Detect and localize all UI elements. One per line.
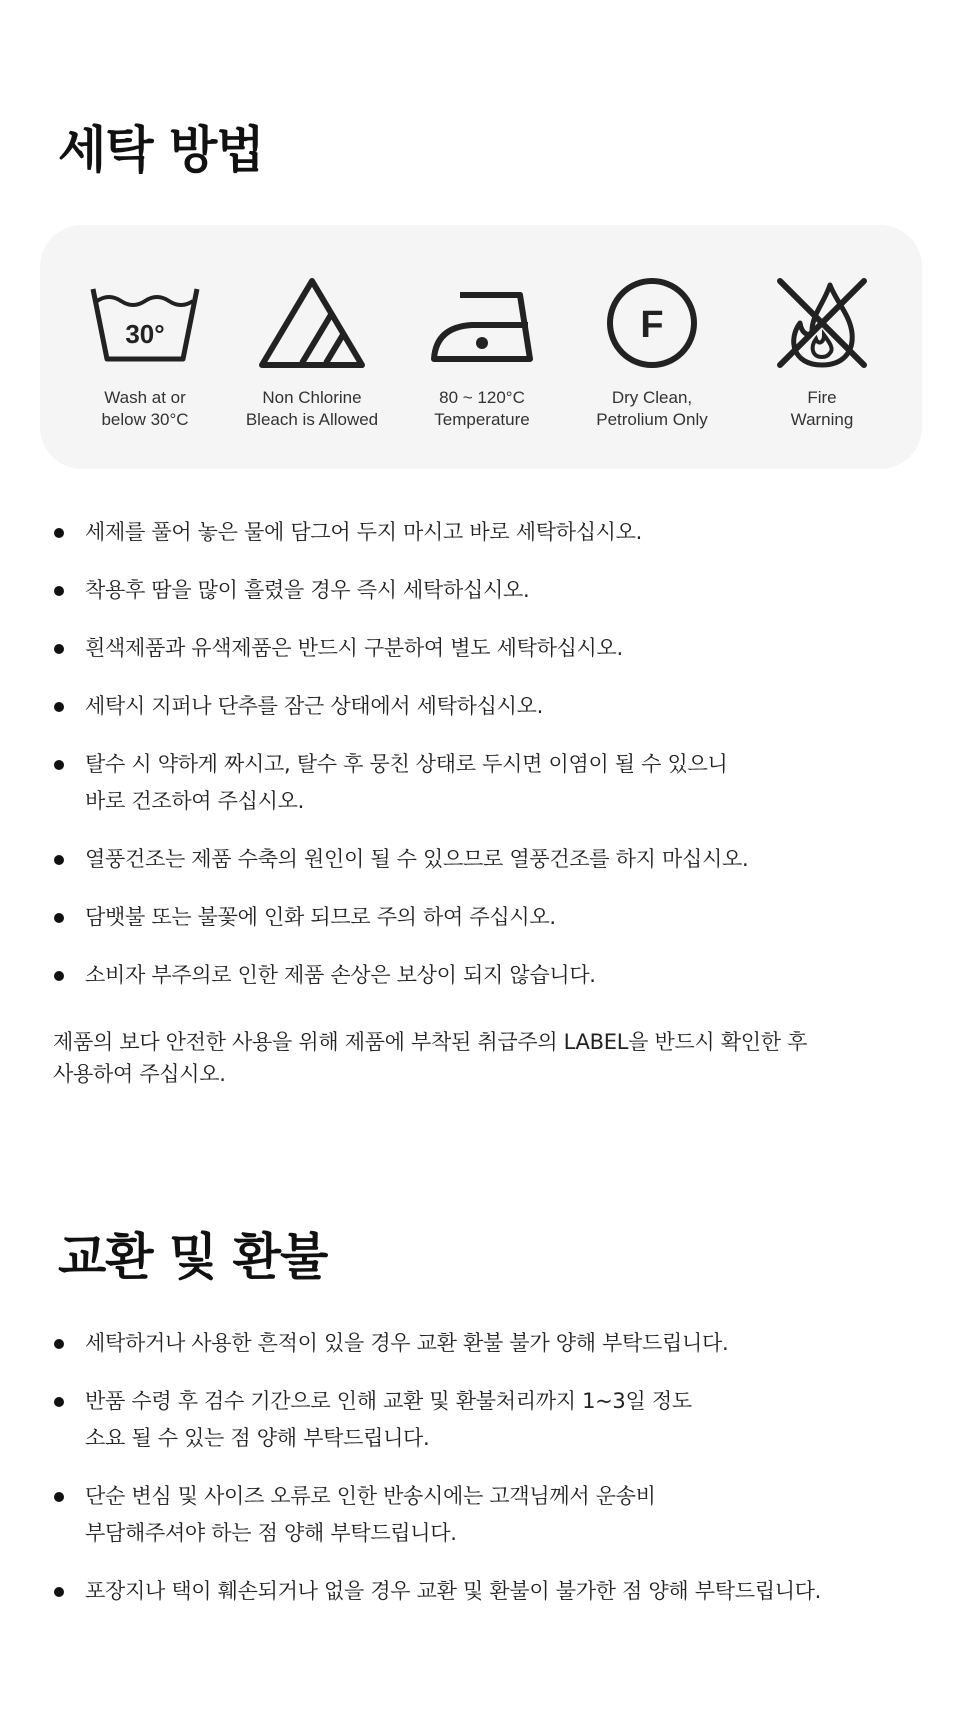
care-symbol-bleach xyxy=(227,273,397,431)
list-item: 포장지나 택이 훼손되거나 없을 경우 교환 및 환불이 불가한 점 양해 부탁드립니다. xyxy=(53,1573,933,1610)
care-symbol-dryclean xyxy=(567,273,737,431)
wash-30-icon xyxy=(87,273,203,373)
iron-medium-icon xyxy=(424,273,540,373)
list-item: 세탁시 지퍼나 단추를 잠근 상태에서 세탁하십시오. xyxy=(53,688,933,725)
care-label-wash: Wash at or below 30°C xyxy=(101,388,189,429)
care-label-iron: 80 ~ 120°C Temperature xyxy=(434,388,530,429)
refund-section-title: 교환 및 환불 xyxy=(58,1228,328,1286)
list-item: 탈수 시 약하게 짜시고, 탈수 후 뭉친 상태로 두시면 이염이 될 수 있으니 바로 건조하여 주십시오. xyxy=(53,746,933,820)
care-symbols-panel xyxy=(40,225,922,469)
dry-clean-f-icon xyxy=(594,273,710,373)
list-item: 세제를 풀어 놓은 물에 담그어 두지 마시고 바로 세탁하십시오. xyxy=(53,514,933,551)
list-item: 착용후 땀을 많이 흘렸을 경우 즉시 세탁하십시오. xyxy=(53,572,933,609)
fire-warning-icon xyxy=(764,273,880,373)
care-symbol-iron xyxy=(397,273,567,431)
list-item: 소비자 부주의로 인한 제품 손상은 보상이 되지 않습니다. xyxy=(53,957,933,994)
list-item: 흰색제품과 유색제품은 반드시 구분하여 별도 세탁하십시오. xyxy=(53,630,933,667)
care-label-dryclean: Dry Clean, Petrolium Only xyxy=(596,388,708,429)
label-notice: 제품의 보다 안전한 사용을 위해 제품에 부착된 취급주의 LABEL을 반드시 확인한 후 사용하여 주십시오. xyxy=(53,1030,808,1086)
wash-section-title: 세탁 방법 xyxy=(58,121,264,179)
care-label-bleach: Non Chlorine Bleach is Allowed xyxy=(245,388,379,429)
list-item: 세탁하거나 사용한 흔적이 있을 경우 교환 환불 불가 양해 부탁드립니다. xyxy=(53,1325,933,1362)
svg-text:F: F xyxy=(640,304,664,346)
list-item: 담뱃불 또는 불꽃에 인화 되므로 주의 하여 주십시오. xyxy=(53,899,933,936)
list-item: 열풍건조는 제품 수축의 원인이 될 수 있으므로 열풍건조를 하지 마십시오. xyxy=(53,841,933,878)
svg-text:30°: 30° xyxy=(125,319,165,349)
non-chlorine-bleach-icon xyxy=(254,273,370,373)
care-label-fire: Fire Warning xyxy=(790,388,854,429)
care-symbol-wash xyxy=(60,273,230,431)
wash-instructions-list xyxy=(53,514,933,1015)
list-item: 단순 변심 및 사이즈 오류로 인한 반송시에는 고객님께서 운송비 부담해주셔야 하는 점 양해 부탁드립니다. xyxy=(53,1478,933,1552)
list-item: 반품 수령 후 검수 기간으로 인해 교환 및 환불처리까지 1~3일 정도 소요 될 수 있는 점 양해 부탁드립니다. xyxy=(53,1383,933,1457)
refund-policy-list xyxy=(53,1325,933,1631)
care-symbol-fire xyxy=(737,273,907,431)
